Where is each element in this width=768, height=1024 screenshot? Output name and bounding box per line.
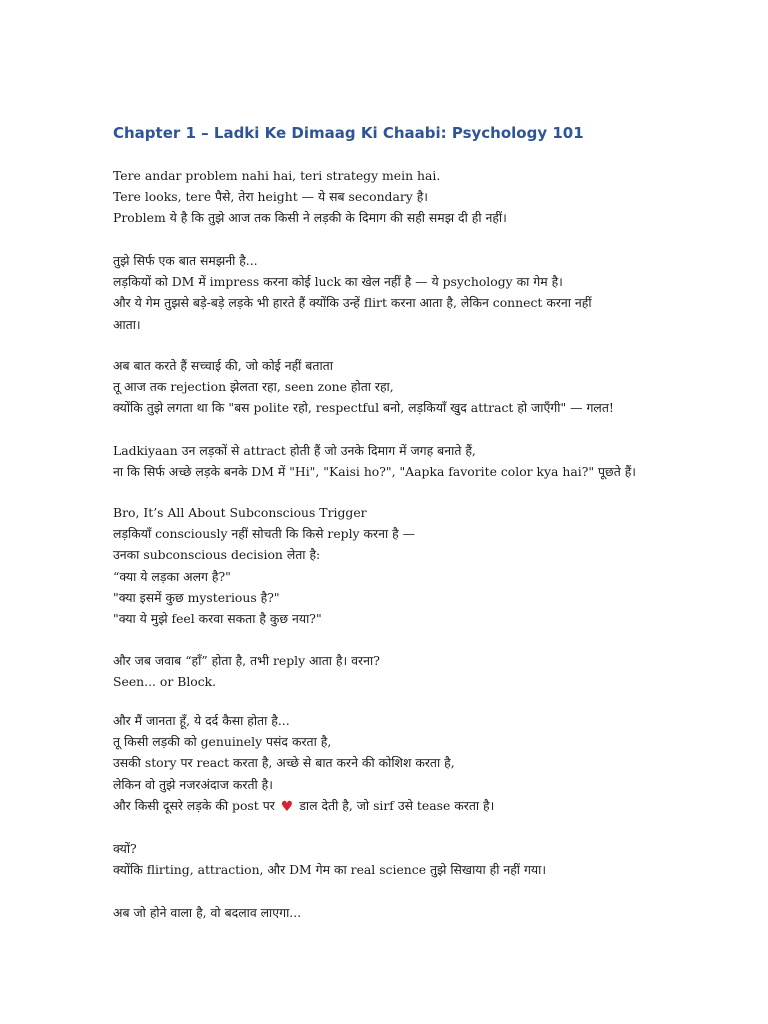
paragraph-6 <box>113 650 673 692</box>
text-line: अब बात करते हैं सच्चाई की, जो कोई नहीं बताता <box>113 358 333 373</box>
text-line: "क्या इसमें कुछ mysterious है?" <box>113 589 280 605</box>
paragraph-2 <box>113 250 673 335</box>
chapter-title: Chapter 1 – Ladki Ke Dimaag Ki Chaabi: Psychology 101 <box>113 124 584 142</box>
text-line: क्योंकि तुझे लगता था कि "बस polite रहो, respectful बनो, लड़कियाँ खुद attract हो जाएँगी" — गलत! <box>113 400 614 416</box>
text-line: उसकी story पर react करता है, अच्छे से बात करने की कोशिश करता है, <box>113 755 455 771</box>
text-line: क्यों? <box>113 841 137 856</box>
text-line: और जब जवाब “हाँ” होता है, तभी reply आता है। वरना? <box>113 653 380 668</box>
paragraph-7 <box>113 710 673 816</box>
heart-line-after: डाल देती है, जो sirf उसे tease करता है। <box>299 797 495 813</box>
paragraph-9 <box>113 902 673 923</box>
text-line: और ये गेम तुझसे बड़े-बड़े लड़के भी हारते हैं क्योंकि उन्हें flirt करना आता है, लेकिन connect करना नहीं <box>113 295 592 311</box>
text-line: Tere looks, tere पैसे, तेरा height — ये सब secondary है। <box>113 189 429 205</box>
paragraph-1 <box>113 165 673 229</box>
paragraph-4 <box>113 440 673 482</box>
text-line: Ladkiyaan उन लड़कों से attract होती हैं जो उनके दिमाग में जगह बनाते हैं, <box>113 443 476 458</box>
text-line: अब जो होने वाला है, वो बदलाव लाएगा... <box>113 905 302 920</box>
text-line: तू आज तक rejection झेलता रहा, seen zone होता रहा, <box>113 379 394 395</box>
text-line: "क्या ये मुझे feel करवा सकता है कुछ नया?" <box>113 610 322 626</box>
text-line: आता। <box>113 316 141 332</box>
paragraph-5 <box>113 502 673 629</box>
text-line: क्योंकि flirting, attraction, और DM गेम का real science तुझे सिखाया ही नहीं गया। <box>113 862 547 878</box>
text-line: Tere andar problem nahi hai, teri strategy mein hai. <box>113 168 441 183</box>
text-line: “क्या ये लड़का अलग है?" <box>113 568 231 584</box>
text-line: Bro, It’s All About Subconscious Trigger <box>113 505 367 520</box>
paragraph-8 <box>113 838 673 880</box>
text-line: उनका subconscious decision लेता है: <box>113 547 321 563</box>
text-line: लड़कियाँ consciously नहीं सोचती कि किसे reply करना है — <box>113 526 416 542</box>
heart-text-line <box>113 795 673 816</box>
text-line: तू किसी लड़की को genuinely पसंद करता है, <box>113 734 332 750</box>
heart-line-before: और किसी दूसरे लड़के की post पर <box>113 797 275 813</box>
text-line: Problem ये है कि तुझे आज तक किसी ने लड़की के दिमाग की सही समझ दी ही नहीं। <box>113 210 507 226</box>
text-line: लड़कियों को DM में impress करना कोई luck का खेल नहीं है — ये psychology का गेम है। <box>113 274 563 290</box>
text-line: Seen... or Block. <box>113 674 217 690</box>
heart-icon: ♥ <box>280 798 294 815</box>
text-line: ना कि सिर्फ अच्छे लड़के बनके DM में "Hi", "Kaisi ho?", "Aapka favorite color kya hai?" पूछते हैं। <box>113 464 636 480</box>
paragraph-3 <box>113 355 673 419</box>
text-line: और मैं जानता हूँ, ये दर्द कैसा होता है... <box>113 713 290 728</box>
text-line: लेकिन वो तुझे नजरअंदाज करती है। <box>113 776 273 792</box>
text-line: तुझे सिर्फ एक बात समझनी है... <box>113 253 258 268</box>
